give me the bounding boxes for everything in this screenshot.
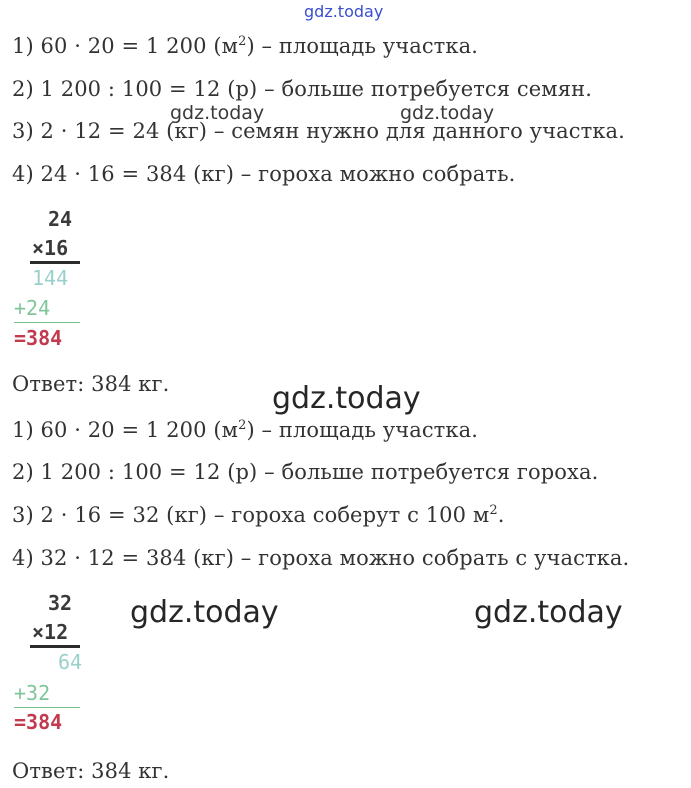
calc2-sum-rule bbox=[14, 707, 80, 708]
watermark-line3-left: gdz.today bbox=[170, 102, 265, 124]
calc1-partial-product-1: 144 bbox=[32, 266, 69, 290]
solution1-step4: 4) 24 · 16 = 384 (кг) – гороха можно собрать. bbox=[12, 162, 516, 186]
calc2-multiplicand: 32 bbox=[48, 591, 73, 615]
solution2-step3: 3) 2 · 16 = 32 (кг) – гороха соберут с 100 $м^2$. bbox=[12, 503, 505, 527]
calc1-rule bbox=[30, 261, 80, 264]
solution2-answer: Ответ: 384 кг. bbox=[12, 759, 170, 783]
calc2-rule bbox=[30, 645, 80, 648]
solution1-answer: Ответ: 384 кг. bbox=[12, 372, 170, 396]
calc1-multiplier: ×16 bbox=[32, 236, 69, 260]
calc1-sum-rule bbox=[14, 322, 80, 323]
calc1-multiplicand: 24 bbox=[48, 207, 73, 231]
calc1-result: =384 bbox=[14, 326, 63, 350]
watermark-calc-right: gdz.today bbox=[474, 595, 623, 630]
solution1-step1: 1) 60 · 20 = 1 200 $(м^2)$ – площадь участка. bbox=[12, 34, 479, 58]
solution2-step2: 2) 1 200 : 100 = 12 (р) – больше потребуется гороха. bbox=[12, 460, 599, 484]
watermark-calc-left: gdz.today bbox=[130, 595, 279, 630]
calc2-result: =384 bbox=[14, 710, 63, 734]
solution1-step3: 3) 2 · 12 = 24 (кг) – семян нужно для данного участка. bbox=[12, 119, 625, 143]
calc2-multiplier: ×12 bbox=[32, 620, 69, 644]
watermark-top: gdz.today bbox=[304, 2, 384, 21]
calc1-partial-product-2: +24 bbox=[14, 296, 51, 320]
calc2-partial-product-2: +32 bbox=[14, 681, 51, 705]
watermark-middle: gdz.today bbox=[272, 381, 421, 416]
solution2-step1: 1) 60 · 20 = 1 200 $(м^2)$ – площадь участка. bbox=[12, 418, 479, 442]
solution2-step4: 4) 32 · 12 = 384 (кг) – гороха можно собрать с участка. bbox=[12, 546, 630, 570]
solution1-step2: 2) 1 200 : 100 = 12 (р) – больше потребуется семян. bbox=[12, 77, 592, 101]
calc2-partial-product-1: 64 bbox=[58, 650, 83, 674]
watermark-line3-right: gdz.today bbox=[400, 102, 495, 124]
